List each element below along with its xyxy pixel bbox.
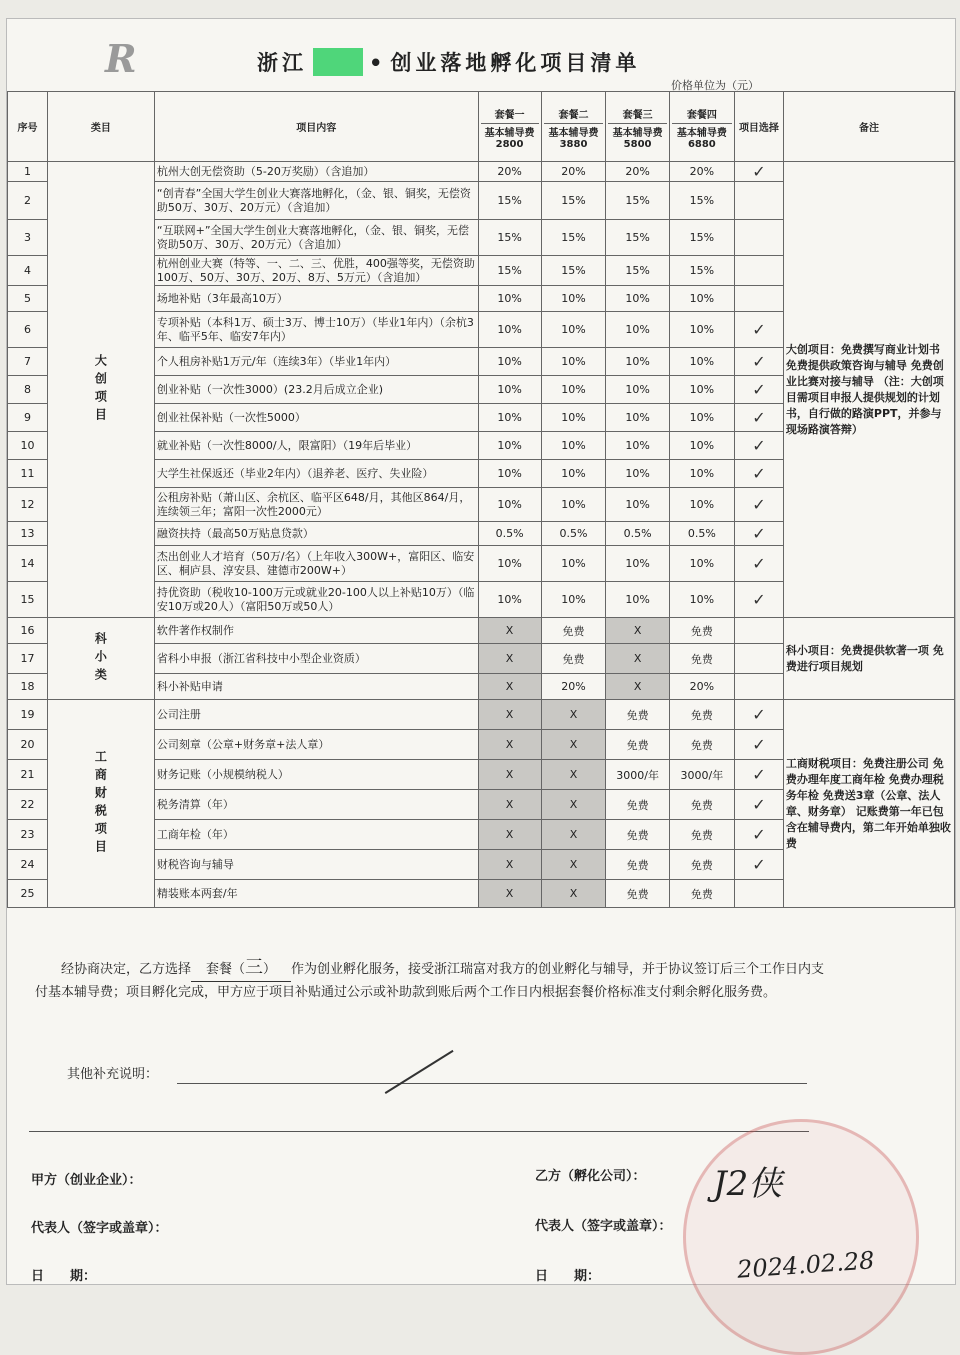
project-content: “创青春”全国大学生创业大赛落地孵化，（金、银、铜奖，无偿资助50万、30万、20万元）（含追加） [154, 182, 478, 220]
package-1-value: X [478, 880, 541, 908]
party-a-label: 甲方（创业企业）： [31, 1173, 142, 1188]
row-index: 18 [8, 674, 48, 700]
agreement-footer [7, 951, 955, 1284]
package-4-value: 3000/年 [669, 760, 734, 790]
remark-dachuang: 大创项目：免费撰写商业计划书 免费提供政策咨询与辅导 免费创业比赛对接与辅导 （注：大创项目需项目申报人提供规划的计划书，自行做的路演PPT，并参与现场路演答辩） [783, 162, 954, 618]
project-content: 就业补贴（一次性8000/人，限富阳）（19年后毕业） [154, 432, 478, 460]
header-remark: 备注 [783, 92, 954, 162]
title-dot: • [369, 51, 387, 75]
package-3-value: 10% [606, 432, 669, 460]
project-content: 场地补贴（3年最高10万） [154, 286, 478, 312]
package-4-value: 15% [669, 220, 734, 256]
package-4-value: 10% [669, 488, 734, 522]
package-2-value: 15% [541, 182, 606, 220]
package-1-value: X [478, 730, 541, 760]
row-index: 19 [8, 700, 48, 730]
package-4-value: 免费 [669, 880, 734, 908]
row-index: 12 [8, 488, 48, 522]
package-2-value: 10% [541, 312, 606, 348]
package-2-value: 10% [541, 348, 606, 376]
category-cell-kexiao [47, 618, 154, 700]
project-content: 公租房补贴（萧山区、余杭区、临平区648/月，其他区864/月，连续领三年；富阳一次性2000元） [154, 488, 478, 522]
package-4-value: 免费 [669, 820, 734, 850]
package-2-value: 10% [541, 404, 606, 432]
package-2-value: X [541, 700, 606, 730]
package-4-value: 10% [669, 348, 734, 376]
package-1-value: X [478, 760, 541, 790]
select-checkbox[interactable]: ✓ [734, 820, 783, 850]
project-content: 融资扶持（最高50万贴息贷款） [154, 522, 478, 546]
package-4-value: 20% [669, 162, 734, 182]
project-content: 公司注册 [154, 700, 478, 730]
package-4-value: 10% [669, 432, 734, 460]
package-3-value: 15% [606, 220, 669, 256]
package-4-value: 免费 [669, 644, 734, 674]
package-4-value: 10% [669, 460, 734, 488]
remark-gongshang: 工商财税项目：免费注册公司 免费办理年度工商年检 免费办理税务年检 免费送3章（公章、法人章、财务章） 记账费第一年已包含在辅导费内，第二年开始单独收费 [783, 700, 954, 908]
select-checkbox[interactable]: ✓ [734, 522, 783, 546]
package-3-value: 10% [606, 546, 669, 582]
package-4-value: 免费 [669, 618, 734, 644]
package-1-value: 15% [478, 220, 541, 256]
package-4-value: 20% [669, 674, 734, 700]
package-4-value: 0.5% [669, 522, 734, 546]
select-checkbox[interactable]: ✓ [734, 460, 783, 488]
strike-mark [385, 1050, 454, 1094]
row-index: 25 [8, 880, 48, 908]
row-index: 5 [8, 286, 48, 312]
project-content: 杰出创业人才培育（50万/名）（上年收入300W+，富阳区、临安区、桐庐县、淳安县、建德市200W+） [154, 546, 478, 582]
header-package-1: 套餐一 基本辅导费 2800 [478, 92, 541, 162]
handwritten-signature: J2侠 [713, 1164, 783, 1204]
package-2-value: 10% [541, 460, 606, 488]
package-4-value: 10% [669, 582, 734, 618]
package-1-value: 10% [478, 488, 541, 522]
remark-kexiao: 科小项目：免费提供软著一项 免费进行项目规划 [783, 618, 954, 700]
select-checkbox[interactable]: ✓ [734, 348, 783, 376]
package-1-value: 10% [478, 432, 541, 460]
package-3-value: 10% [606, 376, 669, 404]
row-index: 3 [8, 220, 48, 256]
header-index: 序号 [8, 92, 48, 162]
row-index: 22 [8, 790, 48, 820]
redaction-mask [313, 48, 363, 76]
project-content: 科小补贴申请 [154, 674, 478, 700]
project-content: 软件著作权制作 [154, 618, 478, 644]
project-content: 个人租房补贴1万元/年（连续3年）（毕业1年内） [154, 348, 478, 376]
package-2-value: 20% [541, 674, 606, 700]
package-1-value: X [478, 850, 541, 880]
project-content: 大学生社保返还（毕业2年内）（退养老、医疗、失业险） [154, 460, 478, 488]
document-title [257, 47, 640, 77]
package-3-value: 3000/年 [606, 760, 669, 790]
project-content: 专项补贴（本科1万、硕士3万、博士10万）（毕业1年内）（余杭3年、临平5年、临安7年内） [154, 312, 478, 348]
package-2-value: 10% [541, 286, 606, 312]
package-2-value: X [541, 730, 606, 760]
project-content: 杭州创业大赛（特等、一、二、三、优胜，400强等奖，无偿资助100万、50万、30万、20万、8万、5万元）（含追加） [154, 256, 478, 286]
package-2-value: 15% [541, 256, 606, 286]
select-checkbox[interactable]: ✓ [734, 790, 783, 820]
select-checkbox[interactable]: ✓ [734, 546, 783, 582]
category-label: 大创项目 [93, 353, 108, 426]
table-row [8, 618, 955, 644]
header-package-4: 套餐四 基本辅导费 6880 [669, 92, 734, 162]
package-1-value: X [478, 700, 541, 730]
package-2-value: 免费 [541, 644, 606, 674]
title-right: 创业落地孵化项目清单 [390, 51, 641, 75]
project-content: 创业补贴（一次性3000）(23.2月后成立企业) [154, 376, 478, 404]
package-1-value: X [478, 790, 541, 820]
package-4-value: 10% [669, 286, 734, 312]
package-2-value: 0.5% [541, 522, 606, 546]
row-index: 7 [8, 348, 48, 376]
select-checkbox[interactable] [734, 674, 783, 700]
package-3-value: 免费 [606, 700, 669, 730]
select-checkbox[interactable]: ✓ [734, 700, 783, 730]
package-1-value: X [478, 674, 541, 700]
project-content: 税务清算（年） [154, 790, 478, 820]
package-4-value: 10% [669, 312, 734, 348]
package-1-value: 10% [478, 582, 541, 618]
package-1-value: X [478, 618, 541, 644]
row-index: 13 [8, 522, 48, 546]
package-1-value: 10% [478, 286, 541, 312]
select-checkbox[interactable] [734, 182, 783, 220]
project-content: 精装账本两套/年 [154, 880, 478, 908]
package-2-value: 10% [541, 432, 606, 460]
package-3-value: 15% [606, 182, 669, 220]
package-3-value: 10% [606, 286, 669, 312]
package-3-value: 免费 [606, 820, 669, 850]
package-1-value: 10% [478, 376, 541, 404]
package-2-value: 免费 [541, 618, 606, 644]
select-checkbox[interactable] [734, 880, 783, 908]
row-index: 15 [8, 582, 48, 618]
package-4-value: 10% [669, 546, 734, 582]
package-1-value: 10% [478, 546, 541, 582]
category-cell-gongshang [47, 700, 154, 908]
row-index: 8 [8, 376, 48, 404]
select-checkbox[interactable]: ✓ [734, 162, 783, 182]
package-3-value: 10% [606, 582, 669, 618]
other-notes-line[interactable] [177, 1083, 807, 1084]
package-2-value: 10% [541, 376, 606, 404]
select-checkbox[interactable]: ✓ [734, 730, 783, 760]
selected-package-field[interactable]: 套餐（三） [191, 957, 291, 982]
package-3-value: 10% [606, 348, 669, 376]
header-package-2: 套餐二 基本辅导费 3880 [541, 92, 606, 162]
package-3-value: X [606, 618, 669, 644]
package-2-value: 15% [541, 220, 606, 256]
package-3-value: 10% [606, 312, 669, 348]
package-2-value: X [541, 790, 606, 820]
row-index: 9 [8, 404, 48, 432]
package-2-value: X [541, 760, 606, 790]
row-index: 6 [8, 312, 48, 348]
package-3-value: X [606, 674, 669, 700]
package-4-value: 免费 [669, 790, 734, 820]
package-1-value: 10% [478, 404, 541, 432]
row-index: 4 [8, 256, 48, 286]
select-checkbox[interactable]: ✓ [734, 432, 783, 460]
date-b-label: 日 期： [535, 1269, 601, 1284]
package-3-value: 10% [606, 488, 669, 522]
package-2-value: 20% [541, 162, 606, 182]
project-content: 省科小申报（浙江省科技中小型企业资质） [154, 644, 478, 674]
select-checkbox[interactable]: ✓ [734, 582, 783, 618]
package-3-value: 20% [606, 162, 669, 182]
row-index: 24 [8, 850, 48, 880]
row-index: 20 [8, 730, 48, 760]
package-1-value: 20% [478, 162, 541, 182]
company-logo: R [105, 36, 137, 81]
package-2-value: X [541, 880, 606, 908]
package-3-value: 10% [606, 404, 669, 432]
package-3-value: 10% [606, 460, 669, 488]
row-index: 23 [8, 820, 48, 850]
other-notes-label: 其他补充说明： [67, 1067, 159, 1082]
package-3-value: 免费 [606, 850, 669, 880]
select-checkbox[interactable]: ✓ [734, 404, 783, 432]
package-3-value: 15% [606, 256, 669, 286]
select-checkbox[interactable] [734, 644, 783, 674]
select-checkbox[interactable] [734, 286, 783, 312]
row-index: 11 [8, 460, 48, 488]
header-select: 项目选择 [734, 92, 783, 162]
project-content: 公司刻章（公章+财务章+法人章） [154, 730, 478, 760]
package-1-value: 10% [478, 460, 541, 488]
representative-b-label: 代表人（签字或盖章）： [535, 1219, 672, 1234]
other-notes-line-2[interactable] [29, 1131, 809, 1132]
select-checkbox[interactable]: ✓ [734, 850, 783, 880]
title-left: 浙江 [257, 51, 307, 75]
agreement-paragraph: 经协商决定，乙方选择 套餐（三） 作为创业孵化服务，接受浙江瑞富对我方的创业孵化与辅导，并于协议签订后三个工作日内支付基本辅导费；项目孵化完成，甲方应于项目补贴通过公示或补助款到账后两个工作日内根据套餐价格标准支付剩余孵化服务费。 [35, 957, 825, 1000]
header-content: 项目内容 [154, 92, 478, 162]
row-index: 17 [8, 644, 48, 674]
category-label: 科小类 [93, 631, 108, 686]
package-4-value: 15% [669, 182, 734, 220]
category-label: 工商财税项目 [93, 749, 108, 858]
select-checkbox[interactable] [734, 618, 783, 644]
package-1-value: 10% [478, 348, 541, 376]
package-3-value: 免费 [606, 790, 669, 820]
package-3-value: X [606, 644, 669, 674]
select-checkbox[interactable]: ✓ [734, 488, 783, 522]
package-4-value: 10% [669, 376, 734, 404]
package-4-value: 免费 [669, 730, 734, 760]
package-1-value: X [478, 820, 541, 850]
select-checkbox[interactable]: ✓ [734, 376, 783, 404]
table-header-row [8, 92, 955, 162]
package-2-value: X [541, 820, 606, 850]
row-index: 1 [8, 162, 48, 182]
company-seal [683, 1119, 919, 1355]
row-index: 14 [8, 546, 48, 582]
document-sheet [6, 18, 956, 1285]
document-header [7, 19, 955, 92]
project-table [7, 91, 955, 908]
project-content: 杭州大创无偿资助（5-20万奖励）（含追加） [154, 162, 478, 182]
project-content: “互联网+”全国大学生创业大赛落地孵化，（金、银、铜奖，无偿资助50万、30万、20万元）（含追加） [154, 220, 478, 256]
row-index: 16 [8, 618, 48, 644]
table-row [8, 162, 955, 182]
select-checkbox[interactable] [734, 220, 783, 256]
package-1-value: 0.5% [478, 522, 541, 546]
select-checkbox[interactable]: ✓ [734, 760, 783, 790]
package-4-value: 免费 [669, 850, 734, 880]
table-row [8, 700, 955, 730]
row-index: 21 [8, 760, 48, 790]
handwritten-date: 2024.02.28 [736, 1246, 876, 1284]
header-package-3: 套餐三 基本辅导费 5800 [606, 92, 669, 162]
row-index: 10 [8, 432, 48, 460]
package-2-value: X [541, 850, 606, 880]
table-body [8, 162, 955, 908]
representative-a-label: 代表人（签字或盖章）： [31, 1221, 168, 1236]
package-2-value: 10% [541, 582, 606, 618]
package-3-value: 免费 [606, 730, 669, 760]
project-content: 财务记账（小规模纳税人） [154, 760, 478, 790]
project-content: 工商年检（年） [154, 820, 478, 850]
project-content: 财税咨询与辅导 [154, 850, 478, 880]
package-4-value: 10% [669, 404, 734, 432]
package-3-value: 免费 [606, 880, 669, 908]
package-3-value: 0.5% [606, 522, 669, 546]
row-index: 2 [8, 182, 48, 220]
price-unit-note: 价格单位为（元） [671, 79, 759, 92]
package-4-value: 免费 [669, 700, 734, 730]
project-content: 持优资助（税收10-100万元或就业20-100人以上补贴10万）（临安10万或20人）（富阳50万或50人） [154, 582, 478, 618]
package-1-value: 10% [478, 312, 541, 348]
select-checkbox[interactable]: ✓ [734, 312, 783, 348]
package-1-value: 15% [478, 182, 541, 220]
header-category: 类目 [47, 92, 154, 162]
date-a-label: 日 期： [31, 1269, 97, 1284]
package-1-value: 15% [478, 256, 541, 286]
package-1-value: X [478, 644, 541, 674]
package-4-value: 15% [669, 256, 734, 286]
package-2-value: 10% [541, 546, 606, 582]
select-checkbox[interactable] [734, 256, 783, 286]
project-content: 创业社保补贴（一次性5000） [154, 404, 478, 432]
category-cell-dachuang [47, 162, 154, 618]
party-b-label: 乙方（孵化公司）： [535, 1169, 646, 1184]
package-2-value: 10% [541, 488, 606, 522]
